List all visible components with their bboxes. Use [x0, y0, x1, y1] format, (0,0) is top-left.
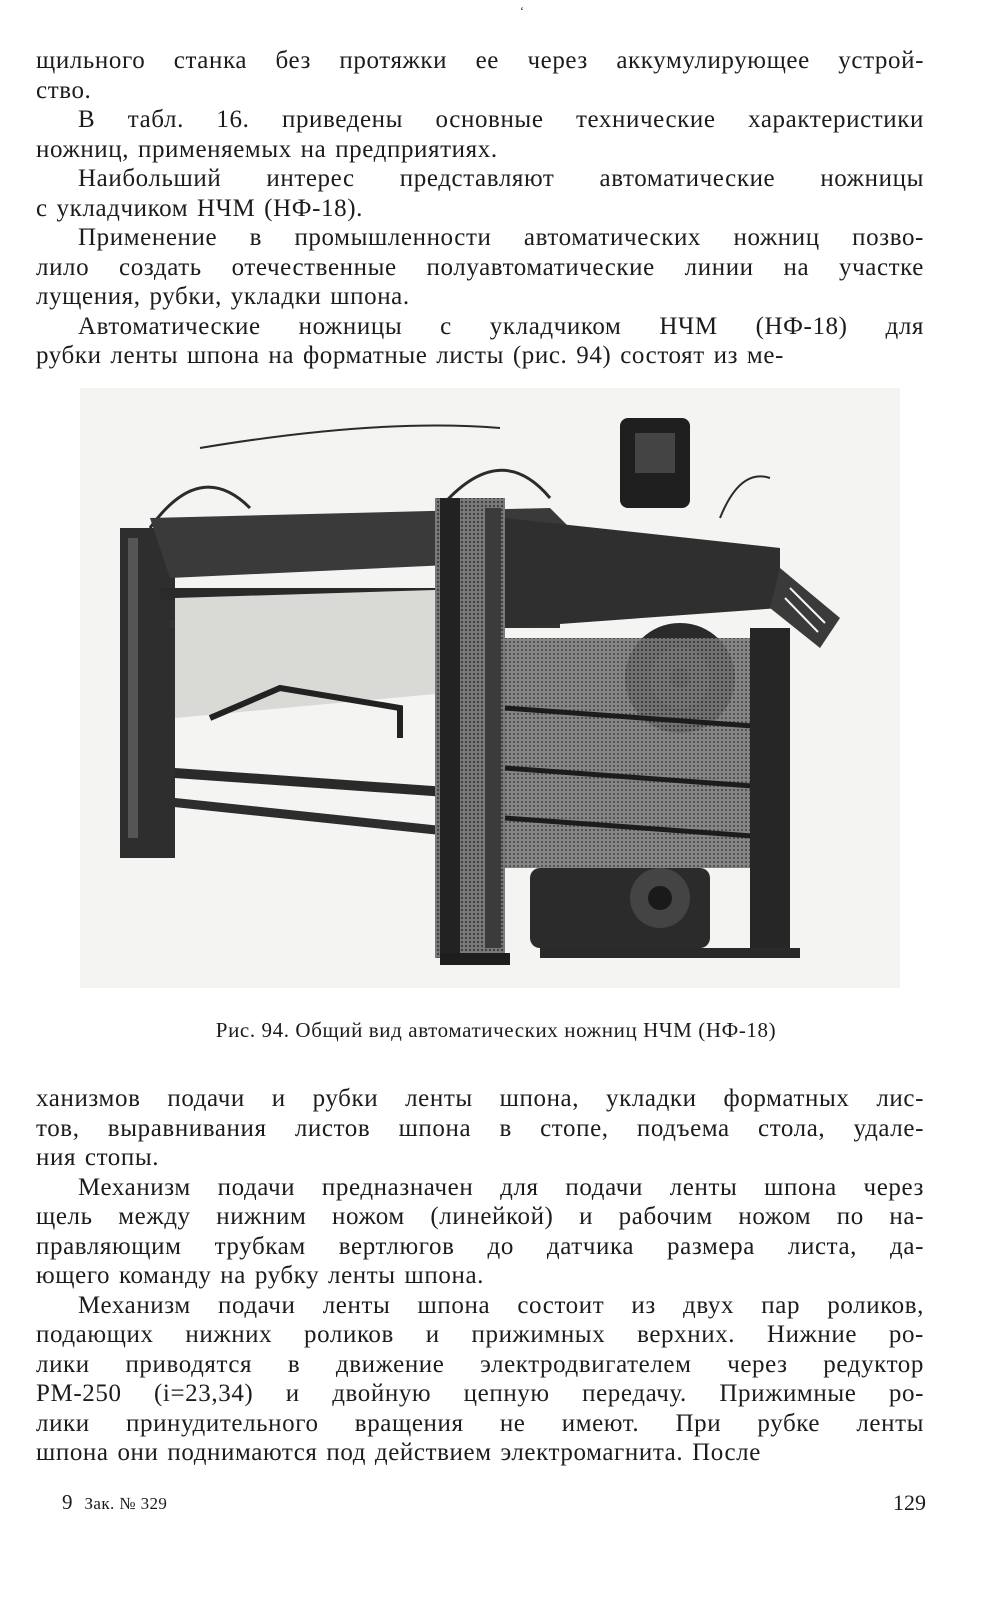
- paragraph-line: Механизм подачи ленты шпона состоит из двух пар роликов,: [78, 1291, 924, 1319]
- paragraph-line: с укладчиком НЧМ (НФ-18).: [36, 194, 364, 222]
- paragraph-line: Автоматические ножницы с укладчиком НЧМ (НФ-18) для: [78, 312, 924, 340]
- machine-photo: [80, 388, 900, 988]
- paragraph-line: тов, выравнивания листов шпона в стопе, подъема стола, удале-: [36, 1114, 924, 1142]
- footer-signature: [62, 1490, 167, 1515]
- paragraph-line: лики принудительного вращения не имеют. При рубке ленты: [36, 1409, 924, 1437]
- page-number: 129: [893, 1490, 926, 1515]
- paragraph-line: лущения, рубки, укладки шпона.: [36, 283, 410, 310]
- paragraph-line: ножниц, применяемых на предприятиях.: [36, 135, 498, 163]
- paragraph-line: ханизмов подачи и рубки ленты шпона, укладки форматных лис-: [36, 1085, 924, 1112]
- paragraph-line: Наибольший интерес представляют автоматические ножницы: [78, 165, 924, 192]
- paragraph-line: ство.: [36, 76, 92, 104]
- paragraph-line: подающих нижних роликов и прижимных верхних. Нижние ро-: [36, 1321, 924, 1348]
- paragraph-line: В табл. 16. приведены основные технические характеристики: [78, 106, 924, 133]
- paragraph-line: Механизм подачи предназначен для подачи ленты шпона через: [78, 1173, 924, 1201]
- figure-caption: Рис. 94. Общий вид автоматических ножниц НЧМ (НФ-18): [215, 1018, 777, 1042]
- paragraph-line: лики приводятся в движение электродвигателем через редуктор: [36, 1350, 924, 1378]
- paragraph-line: ния стопы.: [36, 1144, 160, 1171]
- scan-mark: ‘: [520, 4, 524, 18]
- paragraph-line: лило создать отечественные полуавтоматические линии на участке: [36, 253, 924, 281]
- paragraph-line: щель между нижним ножом (линейкой) и рабочим ножом по на-: [36, 1203, 924, 1230]
- paragraph-line: ющего команду на рубку ленты шпона.: [36, 1262, 485, 1289]
- order-label: Зак. № 329: [84, 1494, 168, 1513]
- paragraph-line: РМ-250 (i=23,34) и двойную цепную передачу. Прижимные ро-: [36, 1380, 924, 1407]
- paragraph-line: правляющим трубкам вертлюгов до датчика размера листа, да-: [36, 1232, 924, 1260]
- paragraph-line: Применение в промышленности автоматических ножниц позво-: [78, 224, 924, 251]
- paragraph-line: щильного станка без протяжки ее через аккумулирующее устрой-: [36, 47, 924, 74]
- signature-number: 9: [62, 1490, 73, 1514]
- paragraph-line: рубки ленты шпона на форматные листы (рис. 94) состоят из ме-: [36, 342, 784, 369]
- paragraph-line: шпона они поднимаются под действием электромагнита. После: [36, 1439, 761, 1466]
